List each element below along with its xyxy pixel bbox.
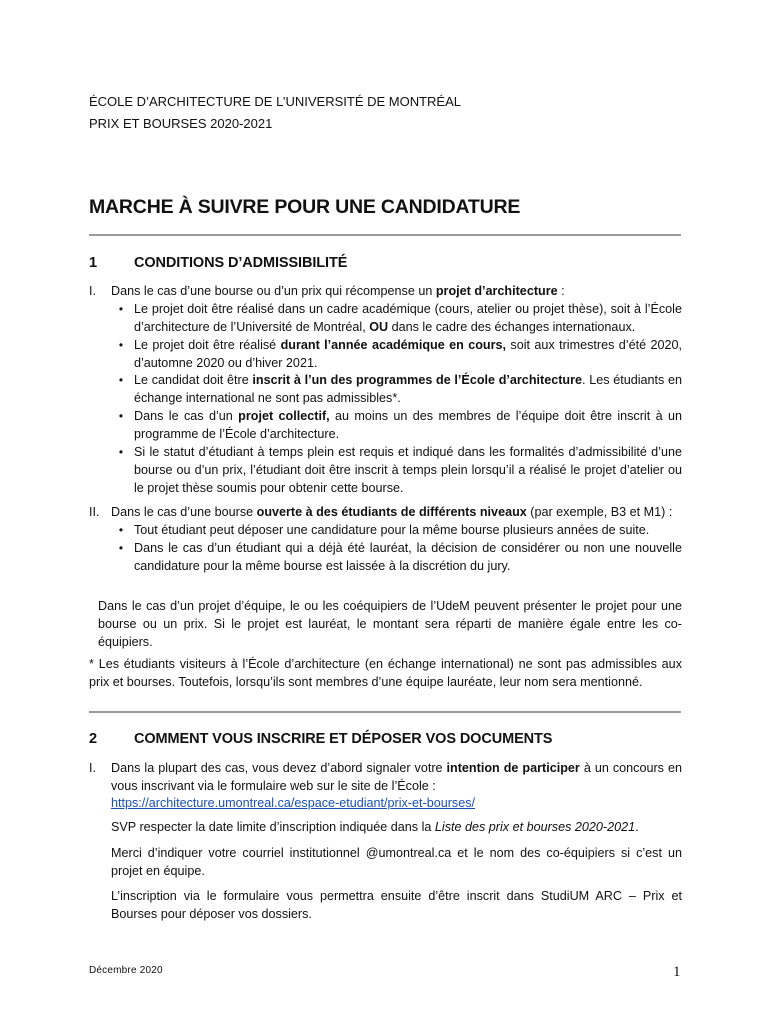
list-item: Le projet doit être réalisé durant l’année académique en cours, soit aux trimestres d’été 2020, d’automne 2020 ou d’hiver 2021. bbox=[134, 338, 682, 370]
page-number: 1 bbox=[673, 964, 681, 980]
list-item: Dans le cas d’un projet collectif, au moins un des membres de l’équipe doit être inscrit à un programme de l’École d’architecture. bbox=[134, 409, 683, 441]
section-divider bbox=[89, 711, 681, 713]
section1-item2-intro: Dans le cas d’une bourse ouverte à des étudiants de différents niveaux (par exemple, B3 et M1) : bbox=[111, 505, 673, 519]
section1-number: 1 bbox=[89, 255, 98, 271]
list-item: Tout étudiant peut déposer une candidature pour la même bourse plusieurs années de suite. bbox=[134, 523, 650, 537]
school-header: ÉCOLE D’ARCHITECTURE DE L’UNIVERSITÉ DE MONTRÉAL bbox=[89, 94, 462, 109]
team-note: Dans le cas d’un projet d’équipe, le ou les coéquipiers de l’UdeM peuvent présenter le projet pour une bourse ou un prix. Si le projet est lauréat, le montant sera réparti de manière égale entre les co-équipiers. bbox=[98, 599, 682, 649]
program-header: PRIX ET BOURSES 2020-2021 bbox=[89, 116, 273, 131]
bullet-icon: • bbox=[118, 541, 124, 555]
section2-number: 2 bbox=[89, 731, 98, 747]
page-title: MARCHE À SUIVRE POUR UNE CANDIDATURE bbox=[89, 196, 521, 218]
bullet-icon: • bbox=[118, 302, 124, 316]
section2-item1-roman: I. bbox=[89, 761, 96, 775]
section2-item1-p2: SVP respecter la date limite d’inscription indiquée dans la Liste des prix et bourses 2020-2021. bbox=[111, 820, 639, 834]
bullet-icon: • bbox=[118, 409, 124, 423]
section1-item1-roman: I. bbox=[89, 284, 96, 298]
section2-item1-p4: L’inscription via le formulaire vous permettra ensuite d’être inscrit dans StudiUM ARC – Prix et Bourses pour déposer vos dossiers. bbox=[111, 889, 682, 921]
section2-title: COMMENT VOUS INSCRIRE ET DÉPOSER VOS DOCUMENTS bbox=[134, 731, 553, 747]
footnote: * Les étudiants visiteurs à l’École d’architecture (en échange international) ne sont pas admissibles aux prix et bourses. Toutefois, lorsqu’ils sont membres d’une équipe lauréate, leur nom sera mentionné. bbox=[89, 657, 682, 689]
bullet-icon: • bbox=[118, 523, 124, 537]
section1-item1-intro: Dans le cas d’une bourse ou d’un prix qui récompense un projet d’architecture : bbox=[111, 284, 565, 298]
section2-item1-p1: Dans la plupart des cas, vous devez d’abord signaler votre intention de participer à un concours en vous inscrivant via le formulaire web sur le site de l’École : bbox=[111, 761, 682, 793]
bullet-icon: • bbox=[118, 445, 124, 459]
list-item: Si le statut d’étudiant à temps plein est requis et indiqué dans les formalités d’admissibilité d’une bourse ou d’un prix, l’étudiant doit être inscrit à temps plein lorsqu’il a réalisé le projet d’atelier ou le projet thèse soumis pour obtenir cette bourse. bbox=[134, 445, 682, 495]
section2-item1-p3: Merci d’indiquer votre courriel institutionnel @umontreal.ca et le nom des co-équipiers si c’est un projet en équipe. bbox=[111, 846, 682, 878]
bullet-icon: • bbox=[118, 338, 124, 352]
list-item: Le candidat doit être inscrit à l’un des programmes de l’École d’architecture. Les étudiants en échange international ne sont pas admissibles*. bbox=[134, 373, 683, 405]
title-divider bbox=[89, 234, 681, 236]
section1-item2-roman: II. bbox=[89, 505, 100, 519]
footer-date: Décembre 2020 bbox=[89, 965, 163, 976]
list-item: Dans le cas d’un étudiant qui a déjà été lauréat, la décision de considérer ou non une nouvelle candidature pour la même bourse est laissée à la discrétion du jury. bbox=[134, 541, 682, 573]
prix-bourses-link[interactable]: https://architecture.umontreal.ca/espace-etudiant/prix-et-bourses/ bbox=[111, 796, 476, 810]
list-item: Le projet doit être réalisé dans un cadre académique (cours, atelier ou projet thèse), soit à l’École d’architecture de l’Université de Montréal, OU dans le cadre des échanges internationaux. bbox=[134, 302, 682, 334]
section1-title: CONDITIONS D’ADMISSIBILITÉ bbox=[134, 255, 348, 271]
bullet-icon: • bbox=[118, 373, 124, 387]
